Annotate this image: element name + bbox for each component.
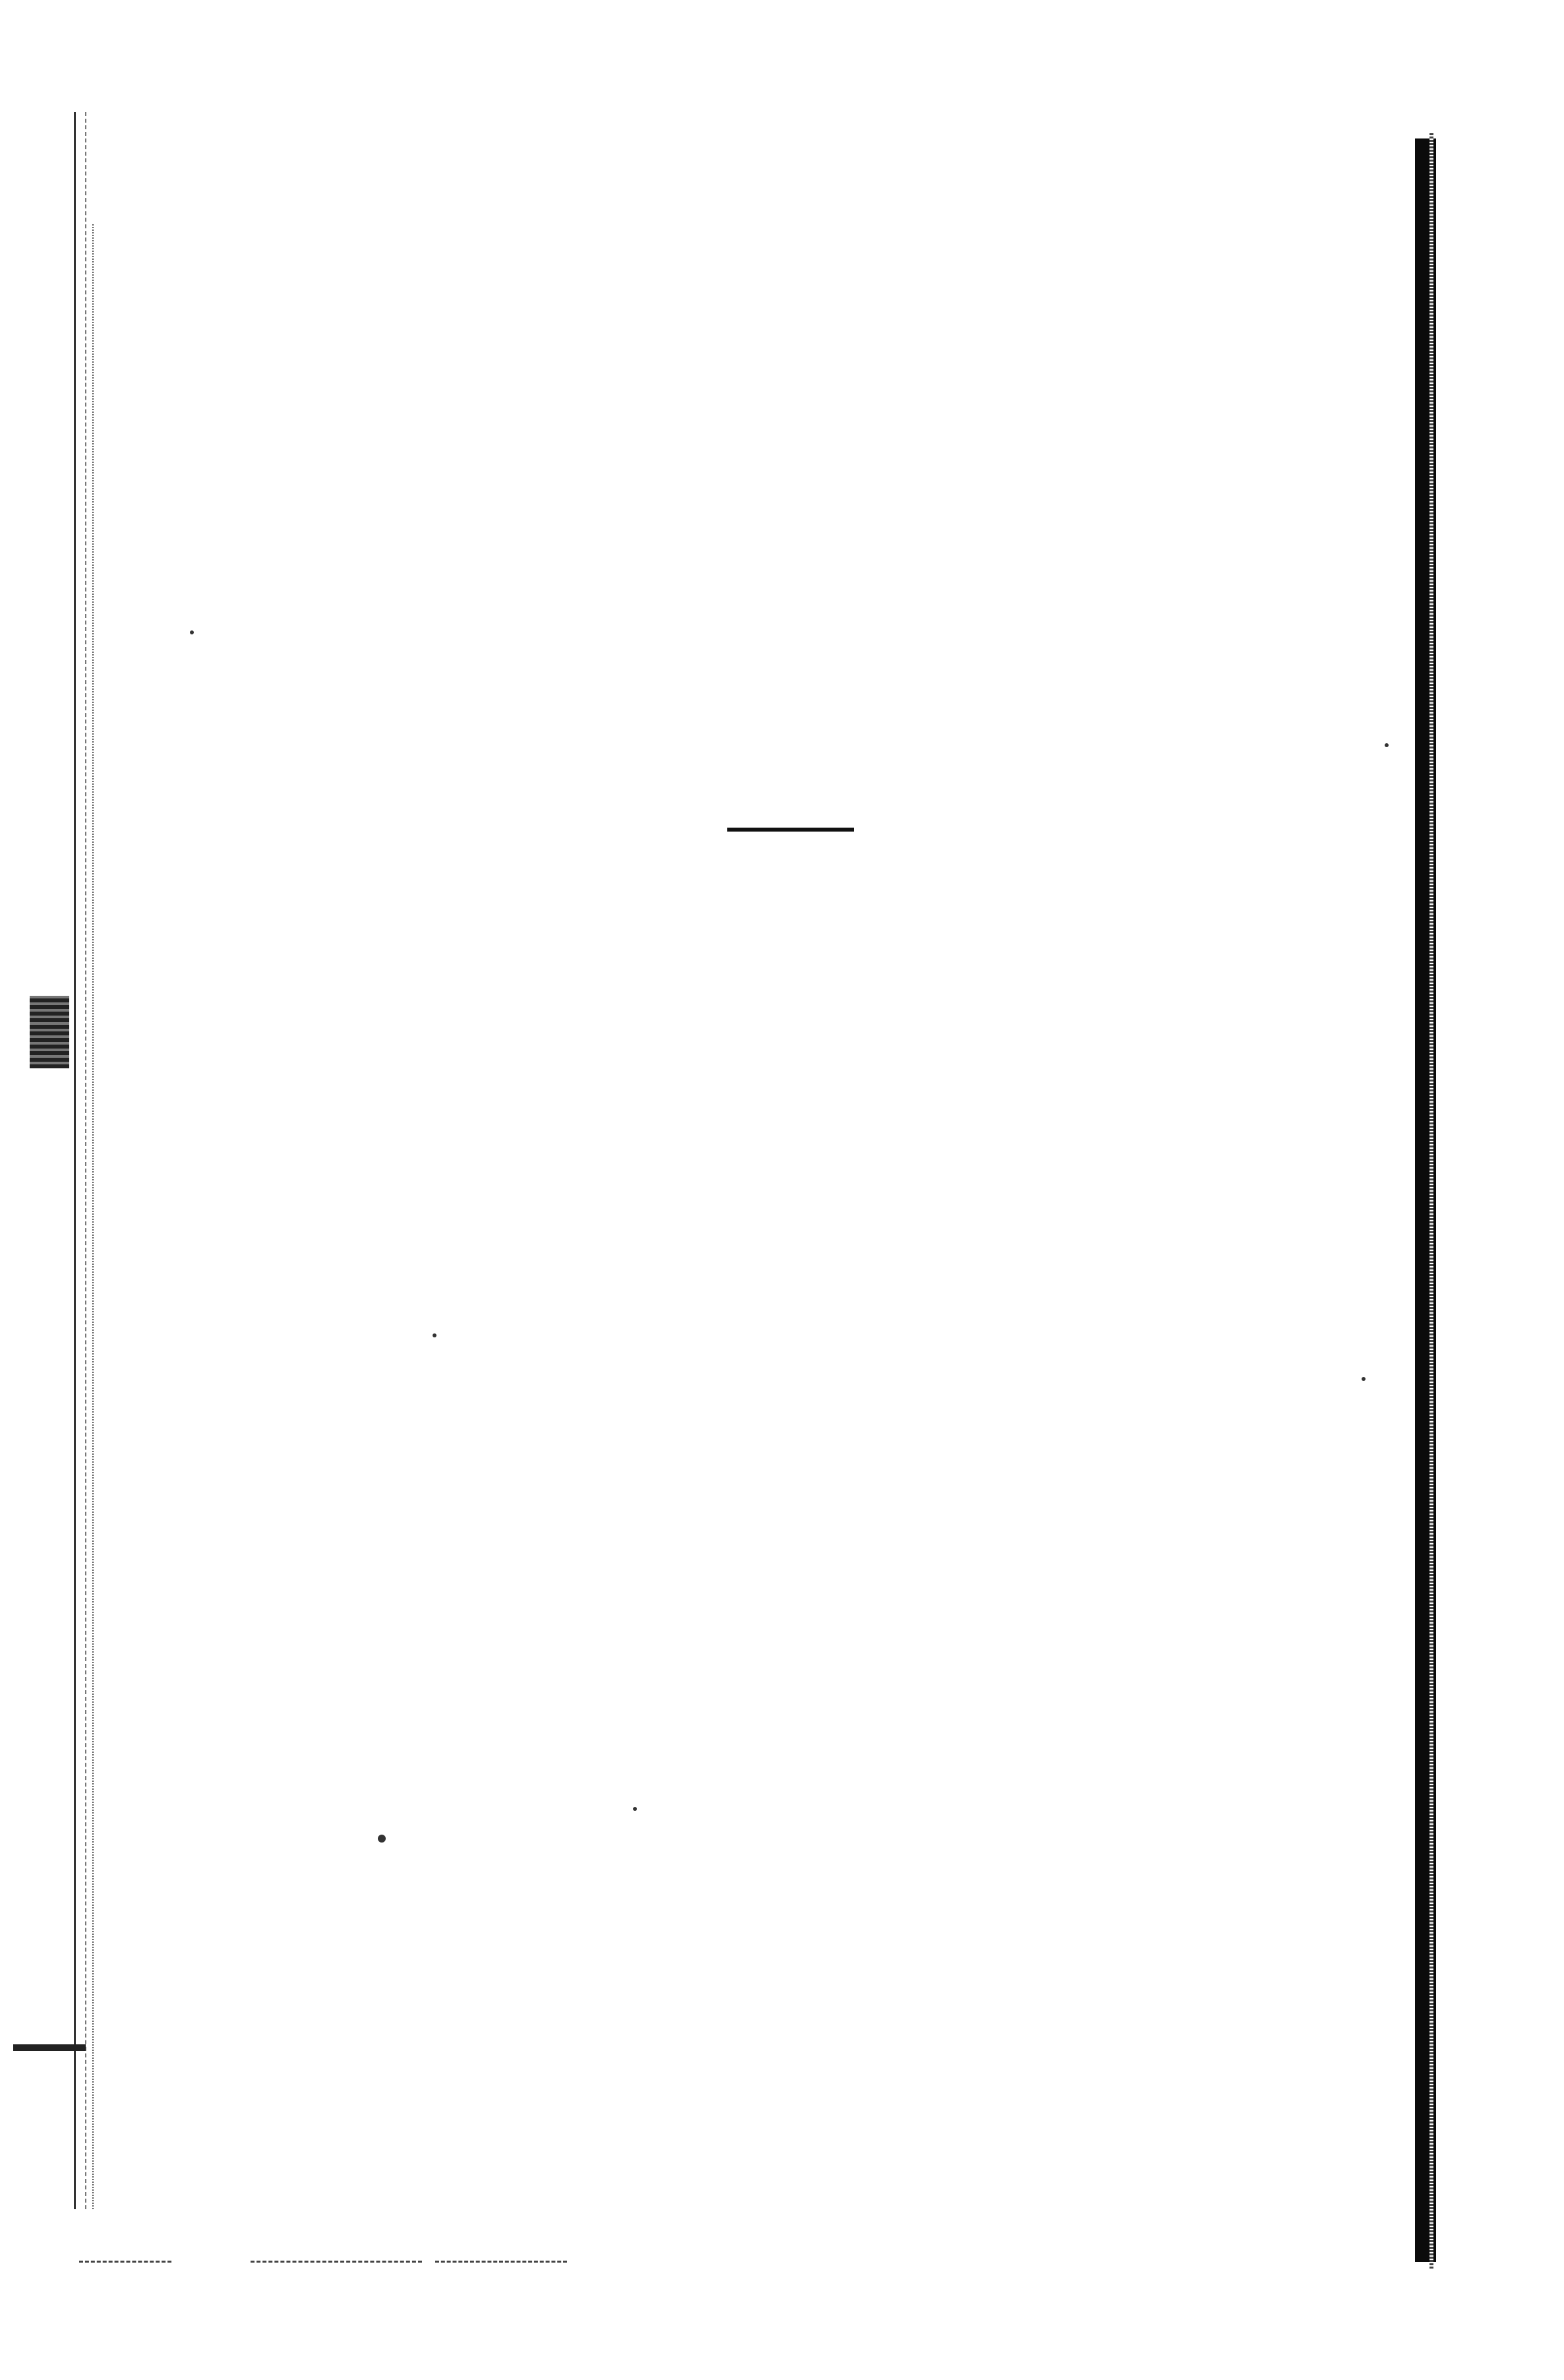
speck: [1362, 1377, 1366, 1381]
speck: [190, 630, 194, 634]
section-rule: [727, 828, 854, 832]
binding-shadow: [92, 224, 94, 2209]
speck: [1385, 743, 1389, 747]
speck: [378, 1835, 386, 1843]
binding-edge: [74, 112, 86, 2209]
scan-dash: [251, 2261, 422, 2263]
ink-mark: [13, 2044, 86, 2051]
scan-dash: [79, 2261, 171, 2263]
scan-dash: [435, 2261, 567, 2263]
speck: [633, 1807, 637, 1811]
ink-blot: [30, 996, 69, 1068]
speck: [433, 1333, 436, 1337]
page-edge-texture: [1429, 132, 1433, 2269]
